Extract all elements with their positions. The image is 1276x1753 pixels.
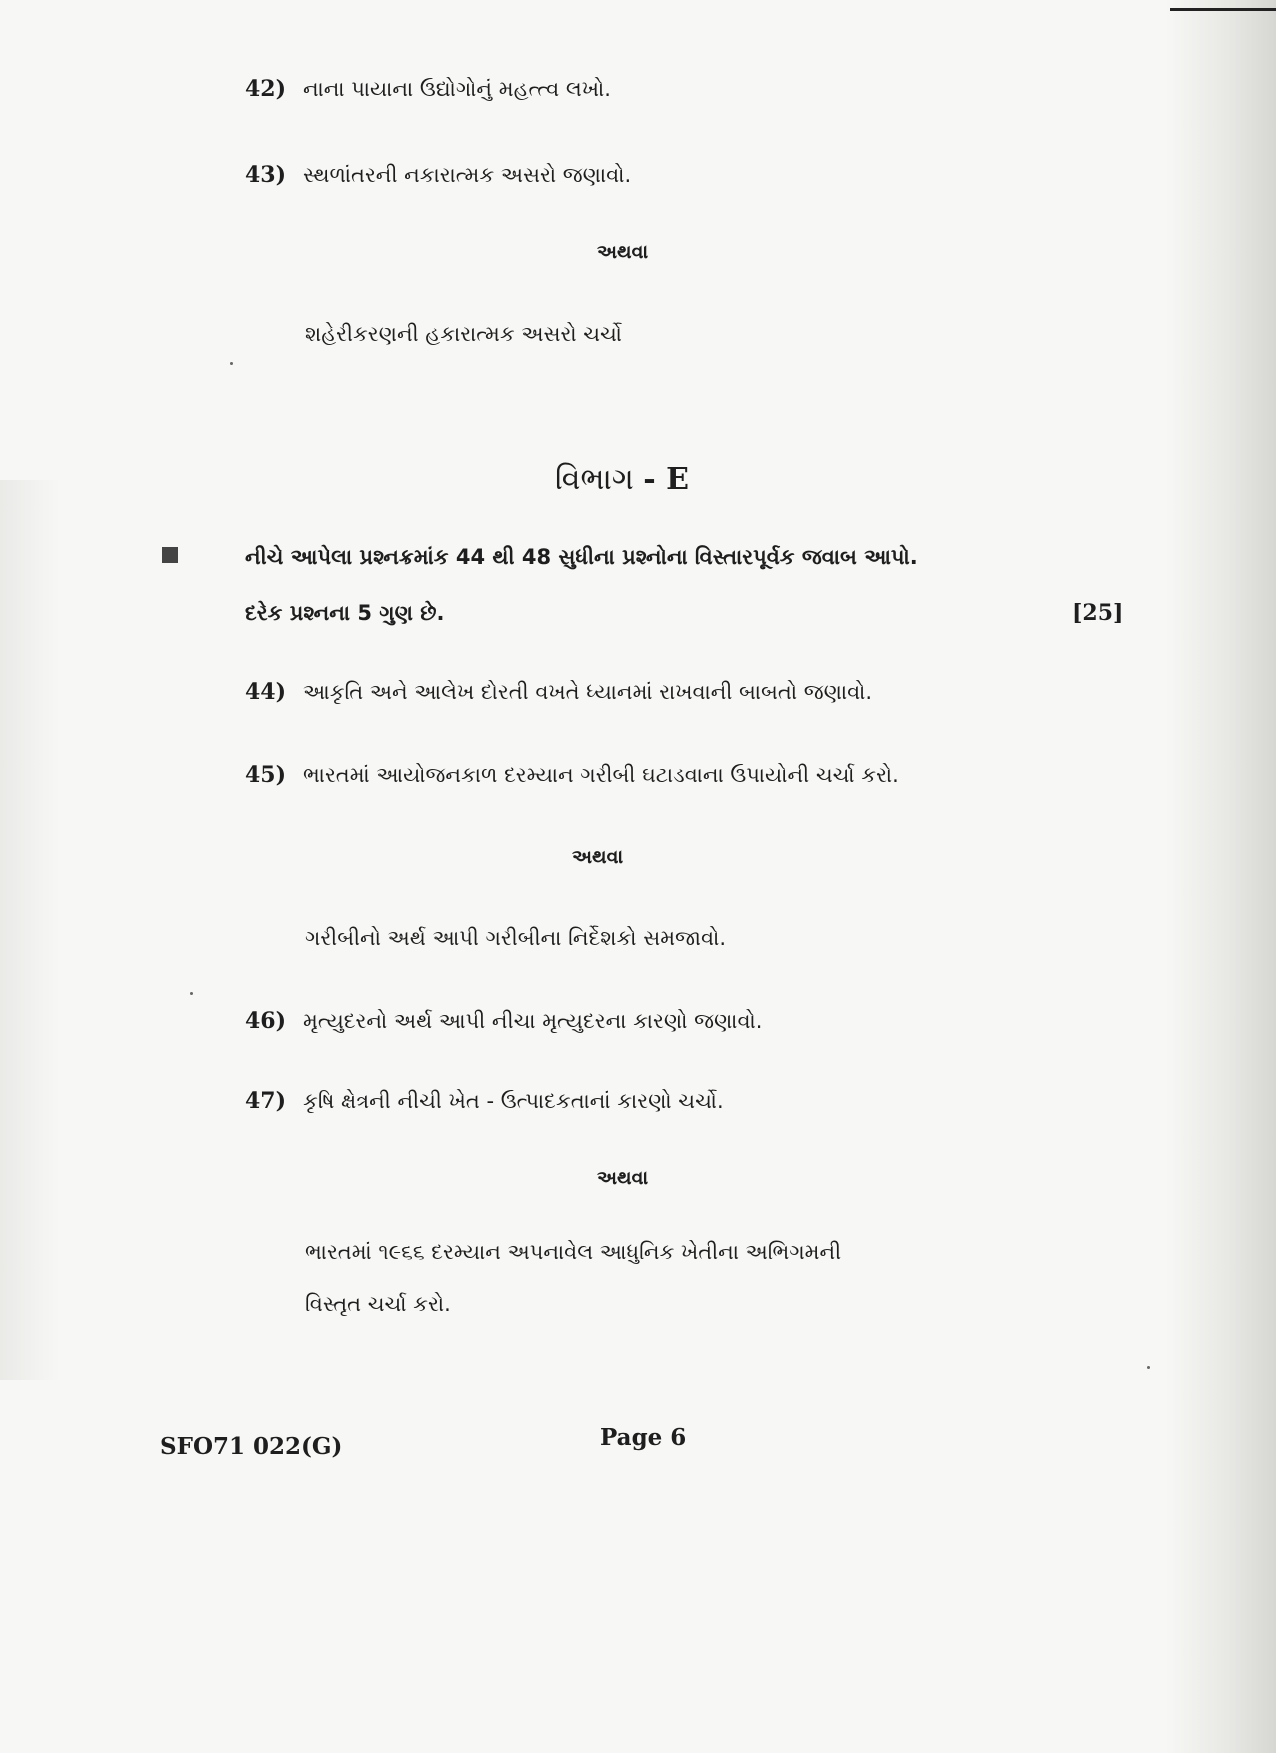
question-number: 46) xyxy=(245,1008,287,1034)
section-marks: [25] xyxy=(1072,600,1124,626)
question-45-alternative: ગરીબીનો અર્થ આપી ગરીબીના નિર્દેશકો સમજાવો. xyxy=(305,926,726,950)
paper-code: SFO71 022(G) xyxy=(160,1433,343,1460)
top-right-rule xyxy=(1170,8,1276,11)
question-number: 42) xyxy=(245,76,287,102)
scan-speck xyxy=(1147,1366,1150,1369)
question-text: મૃત્યુદરનો અર્થ આપી નીચા મૃત્યુદરના કારણો જણાવો. xyxy=(303,1009,763,1033)
bullet-square-icon xyxy=(162,547,178,563)
question-47-alternative-line-1: ભારતમાં ૧૯૬૬ દરમ્યાન અપનાવેલ આધુનિક ખેતીના અભિગમની xyxy=(305,1240,842,1264)
section-instruction-line-2: દરેક પ્રશ્નના 5 ગુણ છે. xyxy=(245,601,445,625)
question-number: 44) xyxy=(245,679,287,705)
question-43-alternative: શહેરીકરણની હકારાત્મક અસરો ચર્ચો xyxy=(305,322,622,346)
question-47-alternative-line-2: વિસ્તૃત ચર્ચા કરો. xyxy=(305,1292,451,1316)
question-43 xyxy=(245,162,631,188)
question-number: 43) xyxy=(245,162,287,188)
scan-shadow-right xyxy=(1166,0,1276,1753)
section-title-letter: - E xyxy=(643,462,690,497)
scan-speck xyxy=(190,992,193,995)
question-45 xyxy=(245,762,899,788)
question-text: આકૃતિ અને આલેખ દોરતી વખતે ધ્યાનમાં રાખવાની બાબતો જણાવો. xyxy=(303,680,873,704)
question-number: 45) xyxy=(245,762,287,788)
section-title-label: વિભાગ xyxy=(555,462,634,497)
question-text: કૃષિ ક્ષેત્રની નીચી ખેત - ઉત્પાદકતાનાં કારણો ચર્ચો. xyxy=(303,1089,724,1113)
section-title xyxy=(555,462,689,497)
section-instruction-line-1: નીચે આપેલા પ્રશ્નક્રમાંક 44 થી 48 સુધીના પ્રશ્નોના વિસ્તારપૂર્વક જવાબ આપો. xyxy=(245,545,918,569)
question-number: 47) xyxy=(245,1088,287,1114)
page-number: Page 6 xyxy=(600,1424,687,1451)
or-label: અથવા xyxy=(597,1167,649,1189)
or-label: અથવા xyxy=(572,846,624,868)
question-44 xyxy=(245,679,872,705)
question-42 xyxy=(245,76,611,102)
or-label: અથવા xyxy=(597,241,649,263)
scan-speck xyxy=(230,362,233,365)
scan-shadow-left xyxy=(0,480,60,1380)
question-text: સ્થળાંતરની નકારાત્મક અસરો જણાવો. xyxy=(303,163,632,187)
question-text: ભારતમાં આયોજનકાળ દરમ્યાન ગરીબી ઘટાડવાના ઉપાયોની ચર્ચા કરો. xyxy=(303,763,899,787)
question-text: નાના પાયાના ઉદ્યોગોનું મહત્ત્વ લખો. xyxy=(303,77,611,101)
question-47 xyxy=(245,1088,724,1114)
question-46 xyxy=(245,1008,762,1034)
